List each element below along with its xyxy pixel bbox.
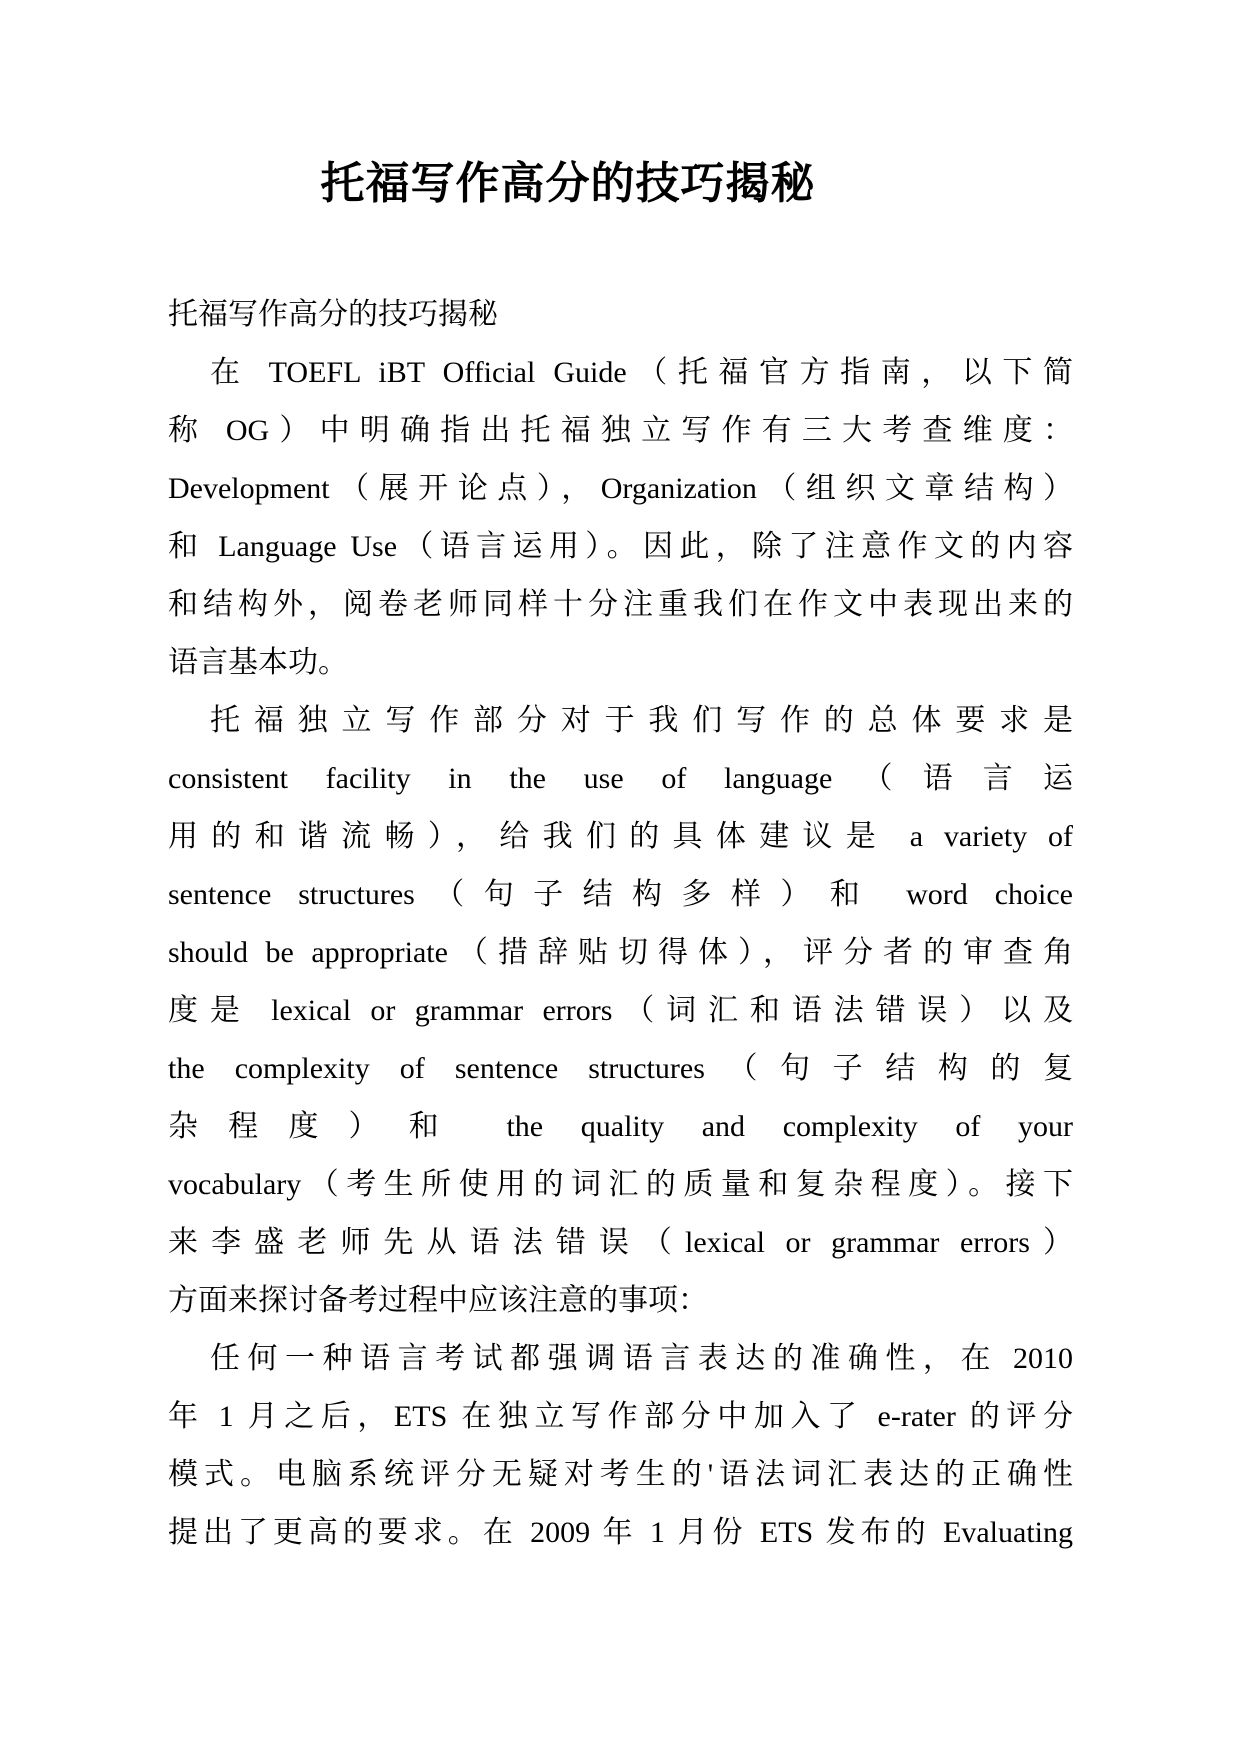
text-line: Development（展开论点），Organization（组织文章结构） [168, 472, 1073, 505]
text-line: 年 1 月之后，ETS 在独立写作部分中加入了 e-rater 的评分 [168, 1400, 1073, 1433]
text-line: sentence structures（句子结构多样）和 word choice [168, 878, 1073, 911]
text-line: 和结构外，阅卷老师同样十分注重我们在作文中表现出来的 [168, 588, 1073, 621]
text-line: the complexity of sentence structures（句子结构的复 [168, 1052, 1073, 1085]
text-line: 称 OG）中明确指出托福独立写作有三大考查维度： [168, 414, 1073, 447]
text-line: 度是 lexical or grammar errors（词汇和语法错误）以及 [168, 994, 1073, 1027]
text-line: 来李盛老师先从语法错误（lexical or grammar errors） [168, 1226, 1073, 1259]
text-line: vocabulary（考生所使用的词汇的质量和复杂程度）。接下 [168, 1168, 1073, 1201]
text-line: 托福独立写作部分对于我们写作的总体要求是 [210, 704, 1073, 737]
text-line: 任何一种语言考试都强调语言表达的准确性，在 2010 [210, 1342, 1073, 1375]
text-line: 和 Language Use（语言运用）。因此，除了注意作文的内容 [168, 530, 1073, 563]
text-line: 托福写作高分的技巧揭秘 [168, 298, 498, 331]
document-title: 托福写作高分的技巧揭秘 [320, 159, 816, 208]
document-body [168, 286, 1073, 1562]
text-line: 模式。电脑系统评分无疑对考生的'语法词汇表达的正确性 [168, 1458, 1073, 1491]
text-line: 提出了更高的要求。在 2009 年 1 月份 ETS 发布的 Evaluating [168, 1516, 1073, 1549]
text-line: 语言基本功。 [168, 646, 348, 679]
text-line: consistent facility in the use of language（语言运 [168, 762, 1073, 795]
text-line: 杂程度）和 the quality and complexity of your [168, 1110, 1073, 1143]
text-line: 方面来探讨备考过程中应该注意的事项： [168, 1284, 708, 1317]
text-line: 在 TOEFL iBT Official Guide（托福官方指南，以下简 [210, 356, 1073, 389]
text-line: 用的和谐流畅），给我们的具体建议是 a variety of [168, 820, 1073, 853]
text-line: should be appropriate（措辞贴切得体），评分者的审查角 [168, 936, 1073, 969]
